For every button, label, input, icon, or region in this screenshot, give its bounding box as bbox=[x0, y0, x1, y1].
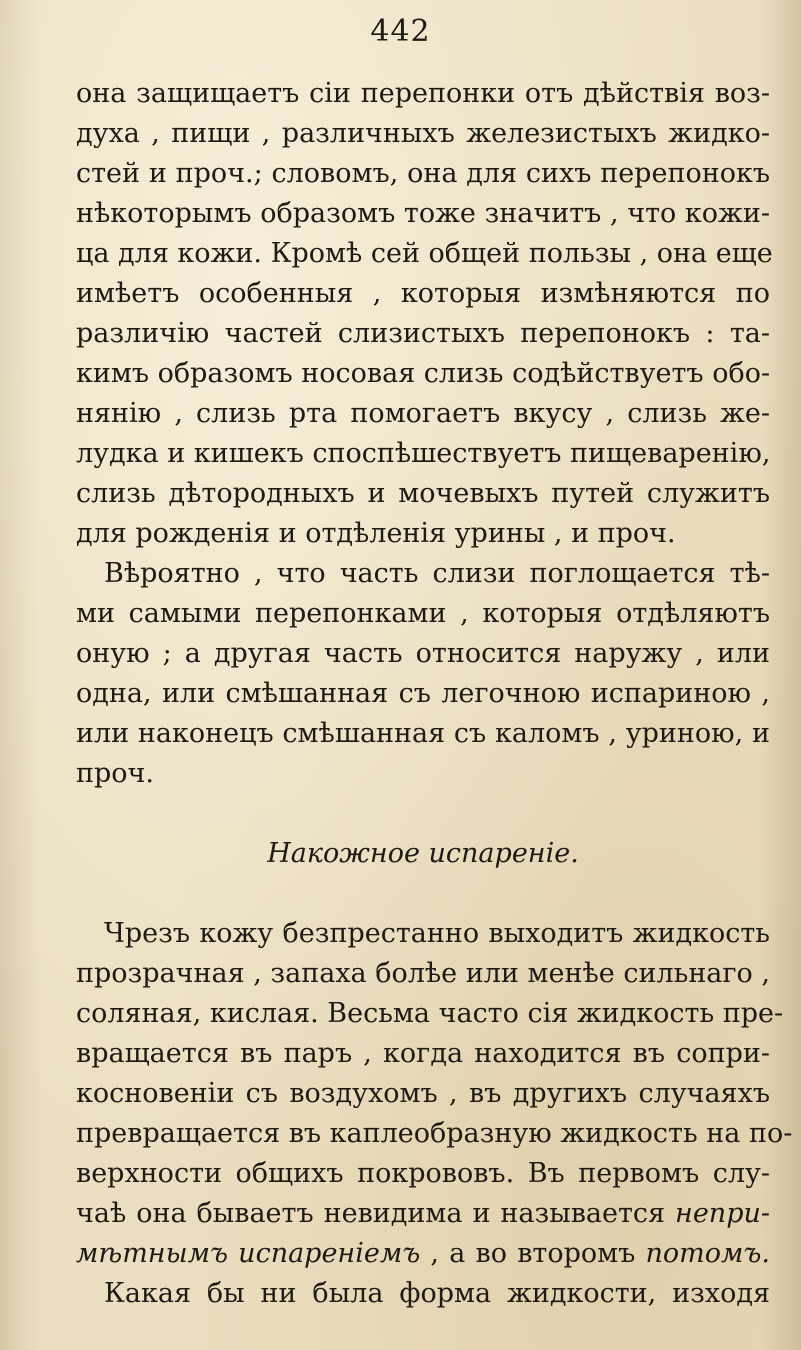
text-line: верхности общихъ покрововъ. Въ первомъ слу- bbox=[76, 1158, 770, 1189]
text-line: оную ; а другая часть относится наружу , или bbox=[76, 638, 770, 669]
text-body bbox=[76, 74, 793, 1314]
text-line: Какая бы ни была форма жидкости, изходя bbox=[104, 1278, 770, 1309]
spacer bbox=[76, 794, 770, 834]
text-line: для рожденія и отдѣленія урины , и проч. bbox=[76, 518, 676, 549]
text-run: чаѣ она бываетъ невидима и называется bbox=[76, 1198, 676, 1229]
text-line: слизь дѣтородныхъ и мочевыхъ путей служитъ bbox=[76, 478, 770, 509]
text-line: косновеніи съ воздухомъ , въ другихъ случаяхъ bbox=[76, 1078, 770, 1109]
text-line: соляная, кислая. Весьма часто сія жидкость пре- bbox=[76, 998, 784, 1029]
italic-term: мѣтнымъ испареніемъ bbox=[76, 1238, 421, 1269]
italic-term: непри- bbox=[675, 1198, 770, 1229]
italic-term: потомъ. bbox=[645, 1238, 770, 1269]
text-line: или наконецъ смѣшанная съ каломъ , уриною, и bbox=[76, 718, 770, 749]
text-line: духа , пищи , различныхъ железистыхъ жидко- bbox=[76, 118, 770, 149]
paragraph-3 bbox=[76, 914, 793, 1274]
text-line: ца для кожи. Кромѣ сей общей пользы , она еще bbox=[76, 238, 773, 269]
section-heading: Накожное испареніе. bbox=[267, 838, 579, 869]
paragraph-4 bbox=[76, 1274, 770, 1314]
text-run: , а во второмъ bbox=[420, 1238, 646, 1269]
paragraph-1 bbox=[76, 74, 773, 554]
text-line: проч. bbox=[76, 758, 154, 789]
text-line: вращается въ паръ , когда находится въ сопри- bbox=[76, 1038, 770, 1069]
page-number: 442 bbox=[370, 14, 431, 49]
text-line: нянію , слизь рта помогаетъ вкусу , слизь же- bbox=[76, 398, 770, 429]
text-line: Вѣроятно , что часть слизи поглощается тѣ- bbox=[104, 558, 770, 589]
text-line bbox=[76, 1234, 770, 1274]
text-line: лудка и кишекъ споспѣшествуетъ пищеваренію, bbox=[76, 438, 771, 469]
text-line bbox=[76, 1194, 770, 1234]
text-line: нѣкоторымъ образомъ тоже значитъ , что кожи- bbox=[76, 198, 770, 229]
text-line: ми самыми перепонками , которыя отдѣляютъ bbox=[76, 598, 770, 629]
text-line: имѣетъ особенныя , которыя измѣняются по bbox=[76, 278, 770, 309]
text-line: превращается въ каплеобразную жидкость на по- bbox=[76, 1118, 793, 1149]
paragraph-2 bbox=[76, 554, 770, 794]
text-line: кимъ образомъ носовая слизь содѣйствуетъ обо- bbox=[76, 358, 771, 389]
spacer bbox=[76, 874, 770, 914]
text-line: она защищаетъ сіи перепонки отъ дѣйствія воз- bbox=[76, 78, 770, 109]
text-line: различію частей слизистыхъ перепонокъ : та- bbox=[76, 318, 770, 349]
text-line: Чрезъ кожу безпрестанно выходитъ жидкость bbox=[104, 918, 770, 949]
text-line: одна, или смѣшанная съ легочною испариною , bbox=[76, 678, 770, 709]
text-line: прозрачная , запаха болѣе или менѣе сильнаго , bbox=[76, 958, 770, 989]
text-line: стей и проч.; словомъ, она для сихъ перепонокъ bbox=[76, 158, 770, 189]
